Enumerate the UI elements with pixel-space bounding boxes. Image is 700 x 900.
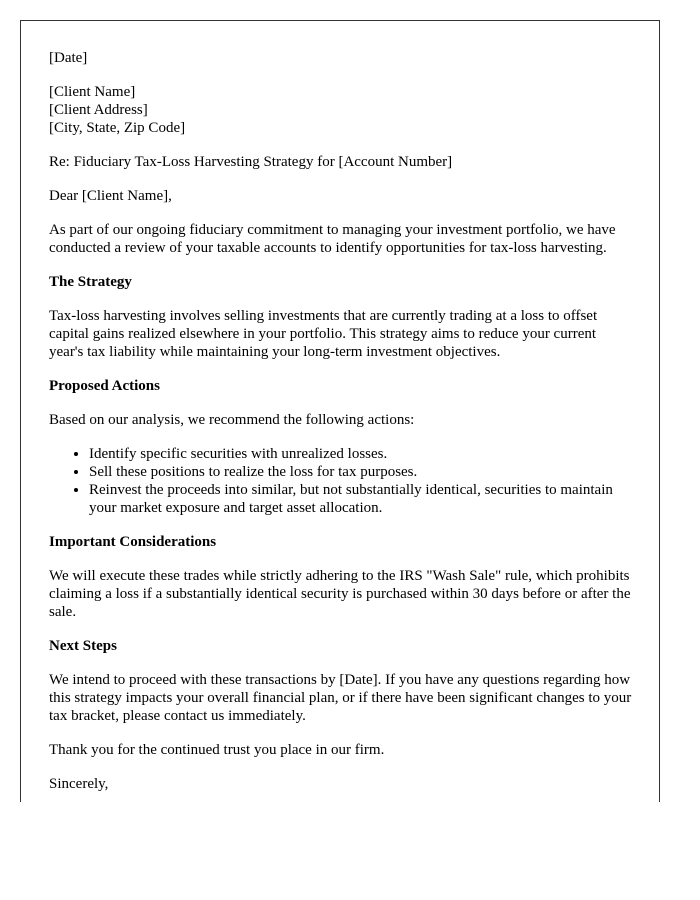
actions-heading: Proposed Actions (49, 378, 160, 394)
strategy-heading: The Strategy (49, 274, 132, 290)
recipient-block (49, 83, 633, 137)
strategy-paragraph: Tax-loss harvesting involves selling investments that are currently trading at a loss to offset capital gains realized elsewhere in your portfolio. This strategy aims to reduce your current year's tax liability while maintaining your long-term investment objectives. (49, 308, 598, 360)
recipient-city-state-zip: [City, State, Zip Code] (49, 120, 186, 136)
subject-line: Re: Fiduciary Tax-Loss Harvesting Strategy for [Account Number] (49, 154, 453, 170)
next-steps-heading: Next Steps (49, 638, 117, 654)
recipient-name: [Client Name] (49, 84, 136, 100)
considerations-heading: Important Considerations (49, 534, 217, 550)
actions-list-item: • Identify specific securities with unrealized losses. (89, 445, 633, 463)
thanks-paragraph: Thank you for the continued trust you place in our firm. (49, 742, 385, 758)
actions-list (49, 445, 633, 517)
considerations-paragraph: We will execute these trades while strictly adhering to the IRS "Wash Sale" rule, which prohibits claiming a loss if a substantially identical security is purchased within 30 days before or after the sale. (49, 568, 631, 620)
actions-list-item: • Reinvest the proceeds into similar, but not substantially identical, securities to maintain your market exposure and target asset allocation. (89, 481, 633, 517)
recipient-address: [Client Address] (49, 102, 148, 118)
letter-page (20, 20, 660, 802)
actions-intro: Based on our analysis, we recommend the following actions: (49, 412, 415, 428)
next-steps-paragraph: We intend to proceed with these transactions by [Date]. If you have any questions regarding how this strategy impacts your overall financial plan, or if there have been significant changes to your tax bracket, please contact us immediately. (49, 672, 632, 724)
actions-list-item: • Sell these positions to realize the loss for tax purposes. (89, 463, 633, 481)
intro-paragraph: As part of our ongoing fiduciary commitment to managing your investment portfolio, we have conducted a review of your taxable accounts to identify opportunities for tax-loss harvesting. (49, 222, 616, 256)
closing-line: Sincerely, (49, 776, 109, 792)
letter-date: [Date] (49, 50, 88, 66)
letter-content (49, 49, 633, 793)
salutation: Dear [Client Name], (49, 188, 172, 204)
